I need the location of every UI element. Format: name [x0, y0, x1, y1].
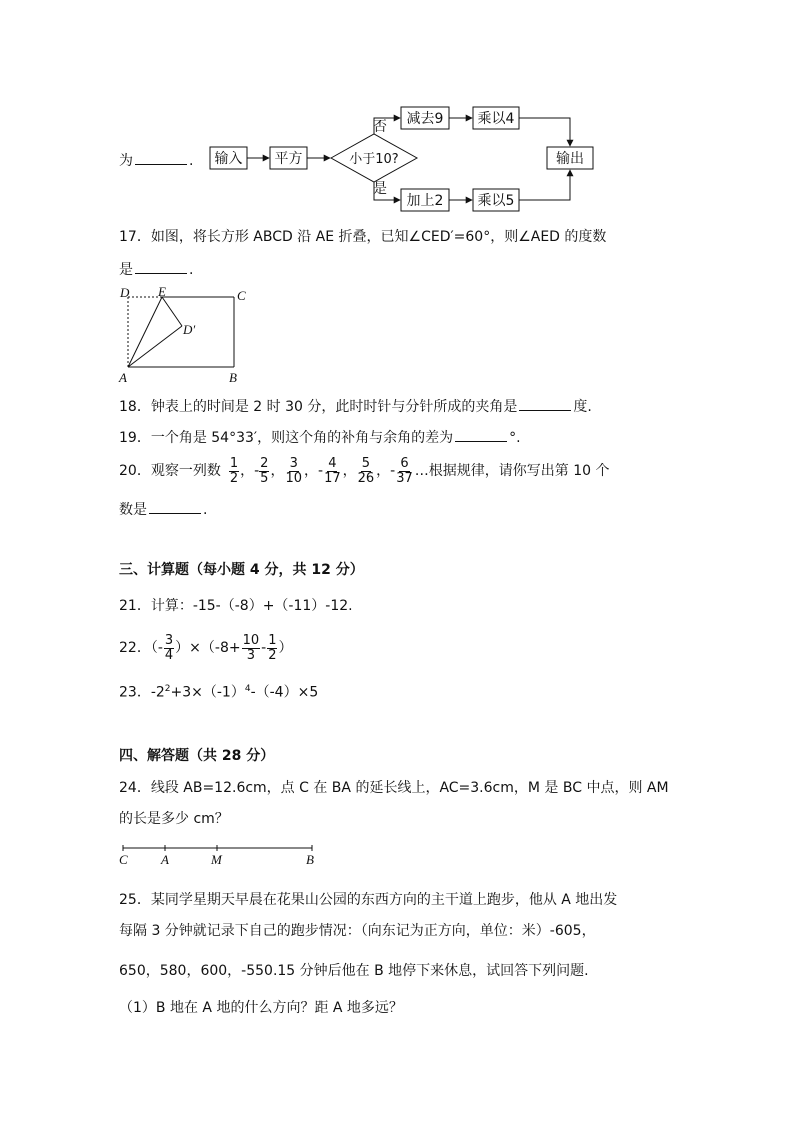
q22	[119, 630, 292, 666]
q17-line2-post: .	[189, 262, 194, 278]
q20-f6-sign: -	[390, 463, 396, 479]
q22-f1-den: 4	[164, 647, 174, 663]
yes-label: 是	[373, 181, 387, 197]
q20-sep: ，	[240, 463, 255, 479]
condition-label: 小于10?	[349, 152, 399, 167]
q16-prefix-text: 为	[119, 153, 133, 169]
q25-line3: 650，580，600，-550.15 分钟后他在 B 地停下来休息，试回答下列问题.	[119, 963, 589, 979]
q20-f6-den: 37	[396, 470, 413, 486]
q22-fraction-3	[267, 634, 277, 663]
q22-fraction-2	[242, 634, 261, 663]
q20-f3-den: 10	[285, 470, 302, 486]
q20-fraction-3	[284, 457, 303, 486]
q20-line2-pre: 数是	[119, 502, 147, 518]
q20-f5-num: 5	[361, 455, 371, 471]
q18-pre: 18．钟表上的时间是 2 时 30 分，此时时针与分针所成的夹角是	[119, 399, 518, 415]
q20-post: …根据规律，请你写出第 10 个	[414, 463, 610, 479]
q20-f1-num: 1	[229, 455, 239, 471]
q24-segment-figure	[110, 840, 330, 870]
q20-f4-den: 17	[324, 470, 341, 486]
answer-blank	[149, 499, 201, 514]
q22-f3-num: 1	[268, 632, 277, 648]
q20-f2-sign: -	[254, 463, 260, 479]
q23-b: +3×（-1）	[170, 684, 245, 701]
q20-f6-num: 6	[400, 455, 409, 471]
q20-fraction-1	[229, 457, 239, 486]
q22-end: ）	[278, 640, 293, 656]
square-label: 平方	[274, 151, 303, 167]
q20-sep: ，	[376, 463, 391, 479]
point-C-label: C	[119, 852, 128, 867]
output-label: 输出	[556, 151, 584, 167]
input-label: 输入	[214, 151, 243, 167]
q17-figure	[110, 284, 260, 386]
q20-sep: ，	[270, 463, 285, 479]
q20-f4-num: 4	[328, 455, 337, 471]
q22-f2-den: 3	[246, 647, 255, 663]
q20-line2	[119, 499, 207, 519]
q16-flowchart	[0, 0, 794, 215]
q20-line1	[119, 453, 609, 489]
q17-line2-pre: 是	[119, 262, 133, 278]
q20-f2-num: 2	[260, 455, 269, 471]
q22-f1-num: 3	[164, 632, 174, 648]
q24-line2: 的长是多少 cm？	[119, 811, 229, 827]
q20-f4-sign: -	[318, 463, 324, 479]
q19	[119, 427, 521, 447]
q22-f2-num: 10	[242, 632, 260, 648]
mul5-label: 乘以5	[477, 193, 515, 209]
q23-exp: 2	[164, 684, 171, 694]
point-E-label: E	[158, 284, 166, 299]
section-3-title: 三、计算题（每小题 4 分，共 12 分）	[119, 562, 364, 578]
q20-sep: ，	[304, 463, 318, 479]
point-C-label: C	[237, 288, 246, 303]
answer-blank	[135, 259, 187, 274]
q23	[119, 680, 318, 702]
q20-f1-den: 2	[229, 470, 239, 486]
q22-mid: ）×（-8+	[175, 640, 241, 656]
q18	[119, 396, 592, 416]
q21: 21．计算：-15-（-8）+（-11）-12.	[119, 598, 353, 614]
no-label: 否	[373, 119, 387, 135]
q16-dot: .	[189, 153, 194, 169]
point-A-label: A	[119, 370, 127, 385]
add2-label: 加上2	[406, 193, 444, 209]
q23-a: 23．-2	[119, 684, 165, 701]
point-Dprime-label: D′	[183, 322, 196, 337]
q25-sub1: （1）B 地在 A 地的什么方向？距 A 地多远？	[119, 1000, 403, 1016]
q22-fraction-1	[164, 634, 174, 663]
answer-blank	[519, 396, 571, 411]
q20-fraction-6	[395, 457, 414, 486]
q20-line2-post: .	[203, 502, 208, 518]
q20-f3-num: 3	[289, 455, 298, 471]
q20-fraction-4	[323, 457, 342, 486]
section-4-title: 四、解答题（共 28 分）	[119, 748, 275, 764]
q22-label: 22．（-	[119, 640, 163, 656]
q23-c: -（-4）×5	[250, 684, 319, 701]
q17-line2	[119, 259, 193, 279]
point-M-label: M	[211, 852, 222, 867]
q18-post: 度.	[573, 399, 592, 415]
q23-exp2: 4	[244, 684, 251, 694]
answer-blank	[455, 427, 507, 442]
mul4-label: 乘以4	[477, 111, 515, 127]
q25-line2: 每隔 3 分钟就记录下自己的跑步情况：（向东记为正方向，单位：米）-605，	[119, 923, 596, 939]
point-B-label: B	[306, 852, 314, 867]
q20-f5-den: 26	[357, 470, 375, 486]
q22-f3-den: 2	[268, 647, 277, 663]
point-A-label: A	[161, 852, 169, 867]
q25-line1: 25．某同学星期天早晨在花果山公园的东西方向的主干道上跑步，他从 A 地出发	[119, 892, 618, 908]
q20-sep: ，	[342, 463, 357, 479]
q20-pre: 20．观察一列数	[119, 463, 221, 479]
q20-f2-den: 5	[260, 470, 269, 486]
sub9-label: 减去9	[406, 111, 444, 127]
q20-fraction-2	[259, 457, 269, 486]
point-D-label: D	[120, 285, 130, 300]
q20-fraction-5	[357, 457, 376, 486]
point-B-label: B	[229, 370, 237, 385]
q24-line1: 24．线段 AB=12.6cm，点 C 在 BA 的延长线上，AC=3.6cm，M 是 BC 中点，则 AM	[119, 780, 669, 796]
q17-line1: 17．如图，将长方形 ABCD 沿 AE 折叠，已知∠CED′=60°，则∠AED 的度数	[119, 229, 607, 245]
q22-minus: -	[261, 640, 267, 656]
q19-pre: 19．一个角是 54°33′，则这个角的补角与余角的差为	[119, 430, 454, 446]
q19-post: °.	[509, 430, 521, 446]
